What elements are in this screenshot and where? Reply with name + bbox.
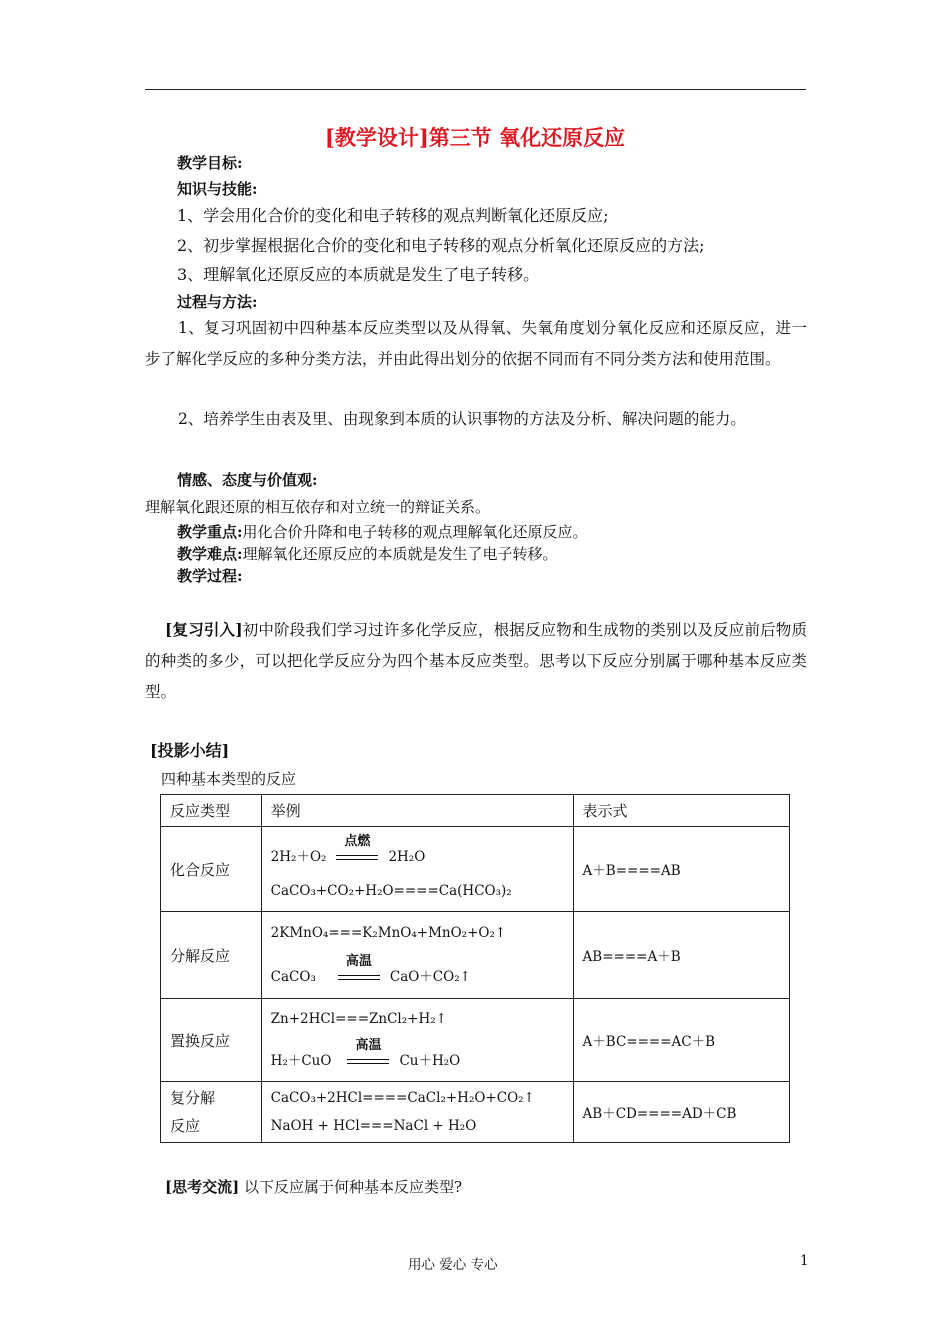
- page-title: [教学设计]第三节 氧化还原反应: [324, 125, 626, 150]
- difficulty-text: 理解氧化还原反应的本质就是发生了电子转移。: [242, 545, 558, 563]
- page-number: 1: [800, 1253, 809, 1269]
- process-paragraph-2: [145, 404, 807, 435]
- reaction-condition: [336, 953, 382, 988]
- row-type: 分解反应: [161, 912, 262, 999]
- header-type: 反应类型: [161, 795, 262, 827]
- row-examples: [261, 912, 573, 999]
- think-line: [165, 1176, 462, 1197]
- header-rule: [145, 89, 806, 90]
- review-paragraph: [145, 614, 807, 708]
- emotion-heading: 情感、态度与价值观:: [177, 471, 318, 489]
- knowledge-heading: 知识与技能:: [177, 180, 258, 198]
- row-formula: AB＋CD====AD＋CB: [573, 1082, 789, 1143]
- review-text: 初中阶段我们学习过许多化学反应，根据反应物和生成物的类别以及反应前后物质的种类的多少，可以把化学反应分为四个基本反应类型。思考以下反应分别属于哪种基本反应类型。: [145, 621, 807, 701]
- reaction-condition: [334, 833, 380, 868]
- row-formula: A＋BC====AC＋B: [573, 999, 789, 1082]
- table-caption: 四种基本类型的反应: [161, 770, 297, 788]
- key-point-text: 用化合价升降和电子转移的观点理解氧化还原反应。: [242, 523, 588, 541]
- think-text: 以下反应属于何种基本反应类型?: [243, 1178, 463, 1196]
- key-point-label: 教学重点:: [177, 523, 243, 541]
- condition-label: 高温: [345, 953, 372, 969]
- table-header-row: [161, 795, 790, 827]
- difficulty-line: [177, 543, 558, 564]
- reactants: 2H₂＋O₂: [270, 849, 327, 865]
- condition-label: 点燃: [344, 833, 371, 849]
- table-row: [161, 999, 790, 1082]
- process-item-1-text: 1、复习巩固初中四种基本反应类型以及从得氧、失氧角度划分氧化反应和还原反应，进一步了解化学反应的多种分类方法，并由此得出划分的依据不同而有不同分类方法和使用范围。: [145, 319, 807, 368]
- table-row: [161, 912, 790, 999]
- table-row: [161, 1082, 790, 1143]
- row-formula: AB====A＋B: [573, 912, 789, 999]
- process-heading: 过程与方法:: [177, 293, 258, 311]
- example-line: CaCO₃+CO₂+H₂O====Ca(HCO₃)₂: [270, 883, 512, 899]
- reactants: H₂＋CuO: [270, 1053, 332, 1069]
- objectives-heading: 教学目标:: [177, 154, 243, 172]
- reaction-types-table: [160, 794, 790, 1143]
- think-label: [思考交流]: [165, 1178, 240, 1196]
- knowledge-item-1: 1、学会用化合价的变化和电子转移的观点判断氧化还原反应;: [177, 206, 609, 225]
- header-example: 举例: [261, 795, 573, 827]
- difficulty-label: 教学难点:: [177, 545, 243, 563]
- row-formula: A＋B====AB: [573, 827, 789, 912]
- reactants: CaCO₃: [270, 969, 316, 985]
- reaction-condition: [345, 1037, 391, 1072]
- example-line: [270, 1037, 564, 1071]
- row-type: 化合反应: [161, 827, 262, 912]
- example-line: Zn+2HCl===ZnCl₂+H₂↑: [270, 1011, 447, 1027]
- review-label: [复习引入]: [165, 620, 243, 639]
- row-type: [161, 1082, 262, 1143]
- example-line: [270, 953, 564, 987]
- example-line: [270, 833, 564, 871]
- table-row: [161, 827, 790, 912]
- emotion-text: 理解氧化跟还原的相互依存和对立统一的辩证关系。: [145, 498, 491, 516]
- example-line: CaCO₃+2HCl====CaCl₂+H₂O+CO₂↑: [270, 1090, 535, 1106]
- knowledge-item-2: 2、初步掌握根据化合价的变化和电子转移的观点分析氧化还原反应的方法;: [177, 236, 705, 255]
- row-type-line: 反应: [170, 1117, 201, 1135]
- key-point-line: [177, 521, 588, 542]
- example-line: 2KMnO₄===K₂MnO₄+MnO₂+O₂↑: [270, 925, 507, 941]
- example-line: NaOH + HCl===NaCl + H₂O: [270, 1118, 477, 1134]
- products: Cu＋H₂O: [399, 1053, 461, 1069]
- products: 2H₂O: [388, 849, 426, 865]
- projection-label: [投影小结]: [150, 741, 230, 760]
- knowledge-item-3: 3、理解氧化还原反应的本质就是发生了电子转移。: [177, 265, 540, 284]
- products: CaO＋CO₂↑: [389, 969, 471, 985]
- procedure-label: 教学过程:: [177, 567, 243, 585]
- row-type: 置换反应: [161, 999, 262, 1082]
- process-item-2-text: 2、培养学生由表及里、由现象到本质的认识事物的方法及分析、解决问题的能力。: [178, 410, 746, 428]
- header-formula: 表示式: [573, 795, 789, 827]
- row-examples: [261, 827, 573, 912]
- row-examples: [261, 999, 573, 1082]
- footer-text: 用心 爱心 专心: [408, 1257, 498, 1273]
- condition-label: 高温: [355, 1037, 382, 1053]
- process-paragraph-1: [145, 313, 807, 375]
- row-examples: [261, 1082, 573, 1143]
- row-type-line: 复分解: [170, 1089, 216, 1107]
